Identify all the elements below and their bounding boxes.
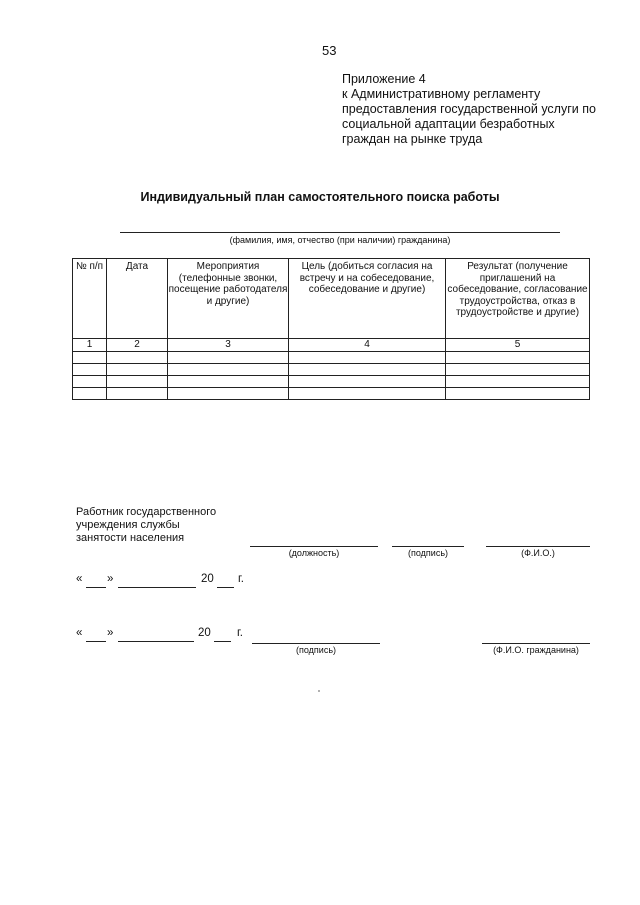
fio-line	[486, 546, 590, 547]
column-number: 3	[168, 339, 289, 352]
date-close-quote: »	[107, 627, 114, 639]
plan-table	[72, 258, 590, 400]
header-number: № п/п	[73, 259, 107, 339]
signature-line	[392, 546, 464, 547]
appendix-line: социальной адаптации безработных	[342, 117, 555, 131]
appendix-line: граждан на рынке труда	[342, 132, 483, 146]
table-header-row	[73, 259, 590, 339]
citizen-fio-line	[482, 643, 590, 644]
worker-label	[76, 506, 216, 545]
citizen-signature-line	[252, 643, 380, 644]
position-caption: (должность)	[288, 548, 340, 558]
worker-line: занятости населения	[76, 532, 185, 544]
citizen-fio-caption: (Ф.И.О. гражданина)	[493, 645, 579, 655]
month-line	[118, 641, 194, 642]
year-prefix: 20	[198, 627, 211, 639]
table-row	[73, 352, 590, 364]
year-line	[214, 641, 231, 642]
name-caption: (фамилия, имя, отчество (при наличии) гражданина)	[229, 235, 451, 245]
year-suffix: г.	[237, 627, 243, 639]
page-number: 53	[322, 43, 337, 58]
appendix-line: к Административному регламенту	[342, 87, 541, 101]
fio-caption: (Ф.И.О.)	[521, 548, 555, 558]
column-number: 2	[107, 339, 168, 352]
citizen-signature-caption: (подпись)	[295, 645, 337, 655]
signature-caption: (подпись)	[407, 548, 449, 558]
header-activities: Мероприятия (телефонные звонки, посещение работодателя и другие)	[168, 259, 289, 339]
table-row	[73, 388, 590, 400]
date-open-quote: «	[76, 627, 83, 639]
date-close-quote: »	[107, 573, 114, 585]
header-goal: Цель (добиться согласия на встречу и на собеседование, собеседование и другие)	[289, 259, 446, 339]
day-line	[86, 587, 106, 588]
column-number-row	[73, 339, 590, 352]
month-line	[118, 587, 196, 588]
document-title: Индивидуальный план самостоятельного поиска работы	[140, 190, 500, 204]
date-open-quote: «	[76, 573, 83, 585]
day-line	[86, 641, 106, 642]
name-fill-line	[120, 232, 560, 233]
column-number: 5	[446, 339, 590, 352]
worker-line: Работник государственного	[76, 506, 217, 518]
appendix-line: Приложение 4	[342, 72, 426, 86]
table-row	[73, 364, 590, 376]
position-line	[250, 546, 378, 547]
column-number: 1	[73, 339, 107, 352]
scan-speck	[318, 690, 320, 692]
header-date: Дата	[107, 259, 168, 339]
year-prefix: 20	[201, 573, 214, 585]
header-result: Результат (получение приглашений на собеседование, согласование трудоустройства, отказ в трудоустройстве и другие)	[446, 259, 590, 339]
worker-line: учреждения службы	[76, 519, 180, 531]
table-row	[73, 376, 590, 388]
column-number: 4	[289, 339, 446, 352]
appendix-line: предоставления государственной услуги по	[342, 102, 596, 116]
appendix-block	[342, 72, 622, 147]
year-line	[217, 587, 234, 588]
year-suffix: г.	[238, 573, 244, 585]
